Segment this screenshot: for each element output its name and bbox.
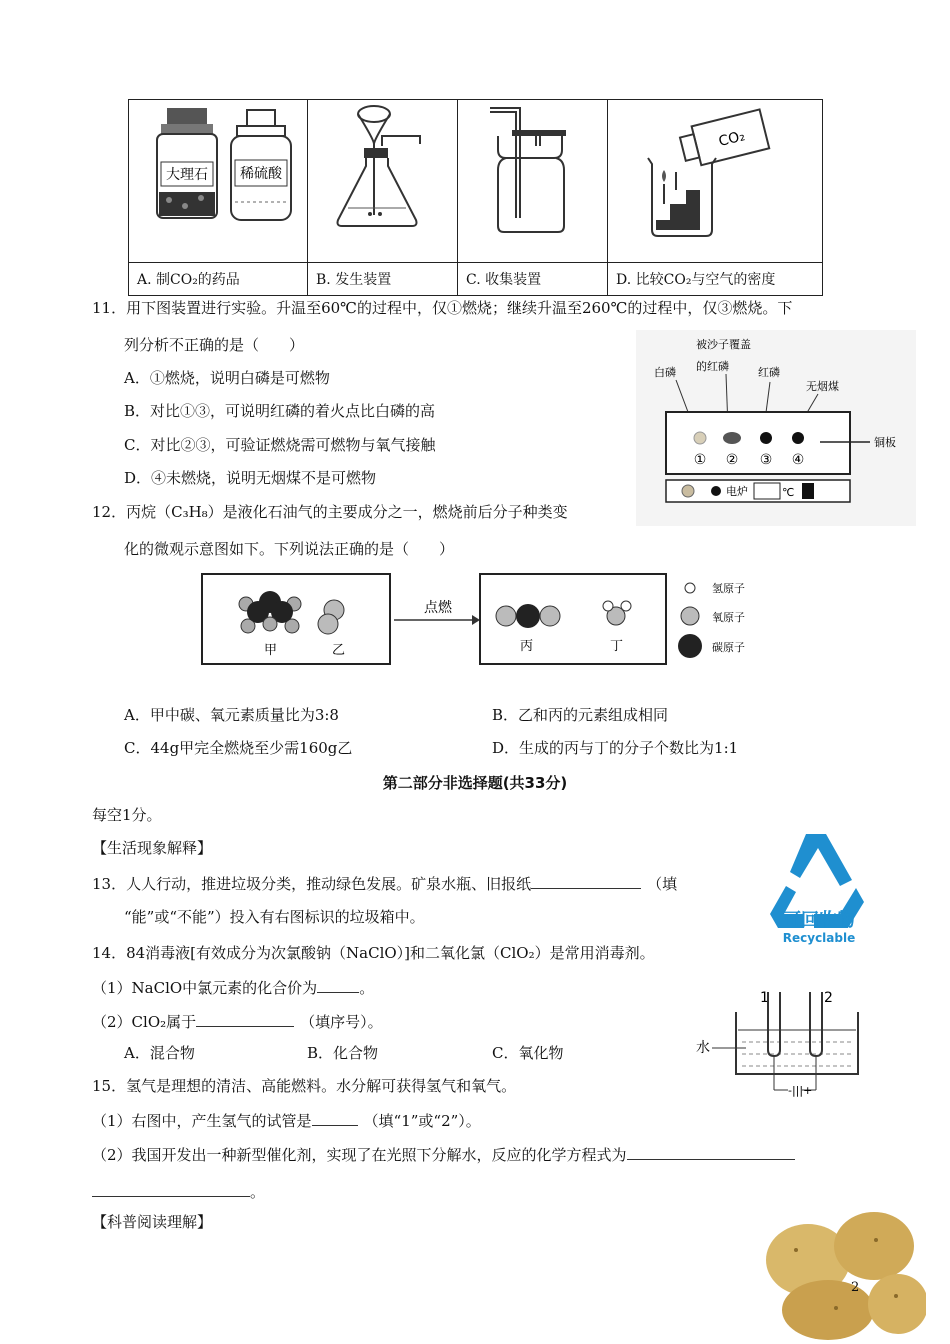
q11-option-d: D．④未燃烧，说明无烟煤不是可燃物 bbox=[124, 469, 377, 487]
copper-label: 铜板 bbox=[874, 436, 896, 449]
q14-choice-c: C．氧化物 bbox=[492, 1044, 564, 1062]
q14-sub2 bbox=[92, 1010, 383, 1032]
q13-stem-1a: 13．人人行动，推进垃圾分类，推动绿色发展。矿泉水瓶、旧报纸 bbox=[92, 875, 532, 893]
cell-drugs bbox=[129, 100, 308, 263]
q15-sub1-blank[interactable] bbox=[312, 1109, 358, 1126]
reagent-bottles-figure bbox=[129, 100, 307, 258]
water-label: 水 bbox=[696, 1040, 710, 1056]
legend-o: 氧原子 bbox=[712, 611, 745, 624]
q15-sub2-cont bbox=[92, 1180, 265, 1202]
caption-b: B. 发生装置 bbox=[308, 263, 458, 296]
label-yi: 乙 bbox=[332, 643, 346, 658]
q15-sub2-blank-2[interactable] bbox=[92, 1180, 250, 1197]
caption-c: C. 收集装置 bbox=[458, 263, 608, 296]
q12-option-b: B．乙和丙的元素组成相同 bbox=[492, 706, 669, 724]
q12-stem-2: 化的微观示意图如下。下列说法正确的是（ ） bbox=[124, 540, 455, 558]
q12-option-d: D．生成的丙与丁的分子个数比为1:1 bbox=[492, 739, 739, 757]
page-number: 2 bbox=[851, 1280, 860, 1295]
num-4: ④ bbox=[791, 452, 805, 468]
label-bing: 丙 bbox=[520, 639, 534, 654]
num-2: ② bbox=[725, 452, 739, 468]
q12-option-a: A．甲中碳、氧元素质量比为3:8 bbox=[124, 706, 339, 724]
logo-cn: 可回收物 bbox=[783, 910, 855, 931]
electrolysis-figure bbox=[690, 982, 870, 1102]
temp-label: ℃ bbox=[782, 486, 795, 499]
sand-label-2: 的红磷 bbox=[696, 360, 729, 373]
co2-pouring-figure bbox=[608, 100, 822, 258]
sand-label: 被沙子覆盖 bbox=[696, 338, 751, 351]
q14-sub1b: 。 bbox=[359, 979, 375, 997]
q14-sub2a: （2）ClO₂属于 bbox=[92, 1013, 197, 1031]
cell-generator bbox=[308, 100, 458, 263]
section-life: 【生活现象解释】 bbox=[92, 839, 213, 857]
legend-h: 氢原子 bbox=[712, 582, 745, 595]
q14-choice-b: B．化合物 bbox=[307, 1044, 379, 1062]
q15-sub1a: （1）右图中，产生氢气的试管是 bbox=[92, 1112, 312, 1130]
q13-stem-1 bbox=[92, 872, 677, 894]
logo-en: Recyclable bbox=[782, 931, 856, 945]
q15-sub2-end: 。 bbox=[250, 1183, 266, 1201]
q13-stem-1b: （填 bbox=[647, 875, 678, 893]
q15-sub2-text: （2）我国开发出一种新型催化剂，实现了在光照下分解水，反应的化学方程式为 bbox=[92, 1146, 627, 1164]
q11-stem-2: 列分析不正确的是（ ） bbox=[124, 336, 305, 354]
cell-collector bbox=[458, 100, 608, 263]
q13-answer-blank[interactable] bbox=[531, 872, 641, 889]
q14-sub2-blank[interactable] bbox=[196, 1010, 294, 1027]
marble-label: 大理石 bbox=[166, 167, 208, 183]
q11-stem-1: 11．用下图装置进行实验。升温至60℃的过程中，仅①燃烧；继续升温至260℃的过程中，仅③燃烧。下 bbox=[92, 299, 793, 317]
q11-option-a: A．①燃烧，说明白磷是可燃物 bbox=[124, 369, 330, 387]
q15-sub1b: （填“1”或“2”）。 bbox=[363, 1112, 481, 1130]
q12-option-c: C．44g甲完全燃烧至少需160g乙 bbox=[124, 739, 353, 757]
conical-flask-figure bbox=[308, 100, 457, 258]
white-p-label: 白磷 bbox=[654, 366, 676, 379]
q15-sub2-blank-1[interactable] bbox=[627, 1143, 795, 1160]
q13-stem-2: “能”或“不能”）投入有右图标识的垃圾箱中。 bbox=[124, 908, 425, 926]
battery-label: -|||+ bbox=[788, 1084, 813, 1097]
caption-a: A. 制CO₂的药品 bbox=[129, 263, 308, 296]
tube-2-label: 2 bbox=[824, 990, 833, 1006]
q11-option-b: B．对比①③，可说明红磷的着火点比白磷的高 bbox=[124, 402, 436, 420]
red-p-label: 红磷 bbox=[758, 366, 780, 379]
q14-sub1-blank[interactable] bbox=[317, 976, 359, 993]
molecule-reaction-figure bbox=[198, 568, 758, 670]
arrow-label: 点燃 bbox=[424, 600, 452, 616]
q14-sub1a: （1）NaClO中氯元素的化合价为 bbox=[92, 979, 318, 997]
coal-label: 无烟煤 bbox=[806, 380, 839, 393]
q14-stem: 14．84消毒液[有效成分为次氯酸钠（NaClO）]和二氧化氯（ClO₂）是常用消毒剂。 bbox=[92, 944, 655, 962]
co2-label: CO₂ bbox=[717, 128, 747, 150]
num-3: ③ bbox=[759, 452, 773, 468]
label-jia: 甲 bbox=[264, 643, 278, 658]
label-ding: 丁 bbox=[610, 639, 624, 654]
apparatus-table bbox=[128, 99, 823, 296]
q15-sub2 bbox=[92, 1143, 795, 1165]
tube-1-label: 1 bbox=[760, 990, 769, 1006]
combustion-apparatus-figure bbox=[636, 330, 916, 526]
recyclable-logo bbox=[756, 826, 882, 946]
legend-c: 碳原子 bbox=[712, 641, 745, 654]
q14-sub1 bbox=[92, 976, 374, 998]
potato-image bbox=[756, 1200, 926, 1340]
part2-note: 每空1分。 bbox=[92, 806, 162, 824]
q11-option-c: C．对比②③，可验证燃烧需可燃物与氧气接触 bbox=[124, 436, 436, 454]
cell-density bbox=[608, 100, 823, 263]
caption-d: D. 比较CO₂与空气的密度 bbox=[608, 263, 823, 296]
acid-label: 稀硫酸 bbox=[240, 166, 282, 182]
q14-choice-a: A．混合物 bbox=[124, 1044, 195, 1062]
q14-sub2b: （填序号）。 bbox=[300, 1013, 383, 1031]
q15-stem: 15．氢气是理想的清洁、高能燃料。水分解可获得氢气和氧气。 bbox=[92, 1077, 517, 1095]
gas-bottle-figure bbox=[458, 100, 607, 258]
part2-title: 第二部分非选择题(共33分) bbox=[382, 774, 568, 792]
q12-stem-1: 12．丙烷（C₃H₈）是液化石油气的主要成分之一，燃烧前后分子种类变 bbox=[92, 503, 568, 521]
num-1: ① bbox=[693, 452, 707, 468]
stove-label: 电炉 bbox=[726, 485, 748, 498]
section-reading: 【科普阅读理解】 bbox=[92, 1213, 213, 1231]
propane-molecule bbox=[239, 591, 301, 633]
q15-sub1 bbox=[92, 1109, 481, 1131]
